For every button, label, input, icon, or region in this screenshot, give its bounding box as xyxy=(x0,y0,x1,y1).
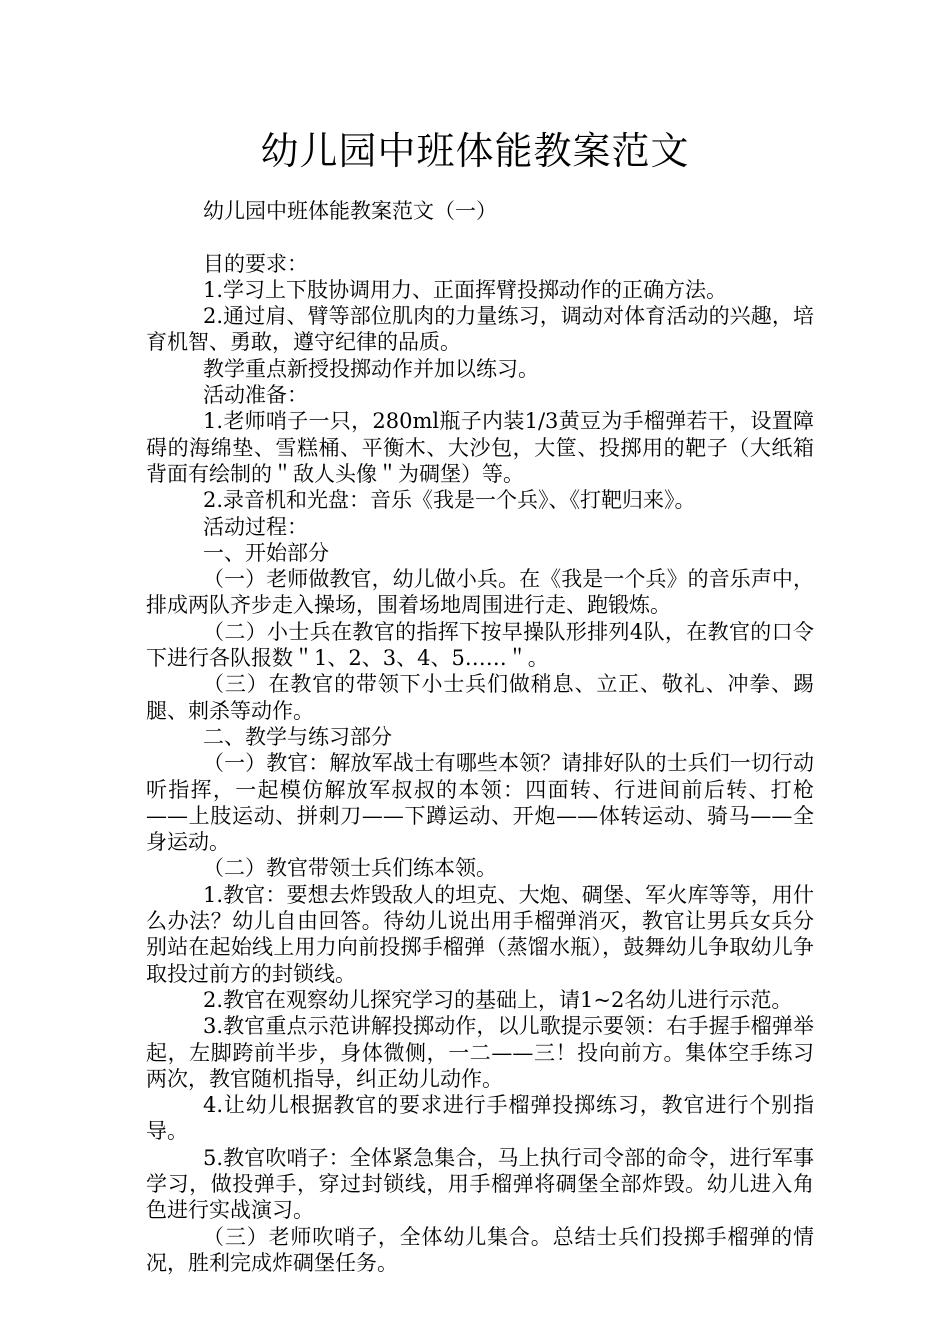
paragraph: 二、教学与练习部分 xyxy=(203,724,392,749)
paragraph: 一、开始部分 xyxy=(203,540,329,565)
paragraph: 4.让幼儿根据教官的要求进行手榴弹投掷练习，教官进行个别指导。 xyxy=(146,1093,814,1144)
paragraph: 2.通过肩、臂等部位肌肉的力量练习，调动对体育活动的兴趣，培育机智、勇敢，遵守纪律的品质。 xyxy=(146,304,814,355)
document-body xyxy=(146,198,814,1276)
paragraph: （一）老师做教官，幼儿做小兵。在《我是一个兵》的音乐声中，排成两队齐步走入操场，围着场地周围进行走、跑锻炼。 xyxy=(146,567,814,618)
paragraph: 1.教官：要想去炸毁敌人的坦克、大炮、碉堡、军火库等等，用什么办法？幼儿自由回答。待幼儿说出用手榴弹消灭，教官让男兵女兵分别站在起始线上用力向前投掷手榴弹（蒸馏水瓶），鼓舞幼儿争取幼儿争取投过前方的封锁线。 xyxy=(146,882,814,986)
paragraph: （三）老师吹哨子，全体幼儿集合。总结士兵们投掷手榴弹的情况，胜利完成炸碉堡任务。 xyxy=(146,1224,814,1275)
blank-line xyxy=(146,224,814,250)
paragraph: 2.教官在观察幼儿探究学习的基础上，请1~2名幼儿进行示范。 xyxy=(203,987,793,1012)
paragraph: 1.学习上下肢协调用力、正面挥臂投掷动作的正确方法。 xyxy=(203,277,728,302)
paragraph: 3.教官重点示范讲解投掷动作，以儿歌提示要领：右手握手榴弹举起，左脚跨前半步，身体微侧，一二——三！投向前方。集体空手练习两次，教官随机指导，纠正幼儿动作。 xyxy=(146,1014,814,1091)
paragraph: 目的要求： xyxy=(203,251,308,276)
document-title: 幼儿园中班体能教案范文 xyxy=(260,129,690,173)
paragraph: 教学重点新授投掷动作并加以练习。 xyxy=(203,356,539,381)
paragraph: （二）小士兵在教官的指挥下按早操队形排列4队，在教官的口令下进行各队报数＂1、2、3、4、5……＂。 xyxy=(146,619,814,671)
paragraph: 5.教官吹哨子：全体紧急集合，马上执行司令部的命令，进行军事学习，做投弹手，穿过封锁线，用手榴弹将碉堡全部炸毁。幼儿进入角色进行实战演习。 xyxy=(146,1145,814,1223)
paragraph: 活动准备： xyxy=(203,383,308,408)
paragraph: （三）在教官的带领下小士兵们做稍息、立正、敬礼、冲拳、踢腿、刺杀等动作。 xyxy=(146,672,814,723)
paragraph: 1.老师哨子一只，280ml瓶子内装1/3黄豆为手榴弹若干，设置障碍的海绵垫、雪糕桶、平衡木、大沙包，大筐、投掷用的靶子（大纸箱背面有绘制的＂敌人头像＂为碉堡）等。 xyxy=(146,409,814,486)
paragraph: 活动过程： xyxy=(203,514,308,539)
paragraph: （一）教官：解放军战士有哪些本领？请排好队的士兵们一切行动听指挥，一起模仿解放军叔叔的本领：四面转、行进间前后转、打枪——上肢运动、拼刺刀——下蹲运动、开炮——体转运动、骑马——全身运动。 xyxy=(146,751,814,855)
paragraph: 2.录音机和光盘：音乐《我是一个兵》、《打靶归来》。 xyxy=(203,488,696,513)
paragraph: （二）教官带领士兵们练本领。 xyxy=(203,856,497,881)
section-heading: 幼儿园中班体能教案范文（一） xyxy=(203,199,497,223)
